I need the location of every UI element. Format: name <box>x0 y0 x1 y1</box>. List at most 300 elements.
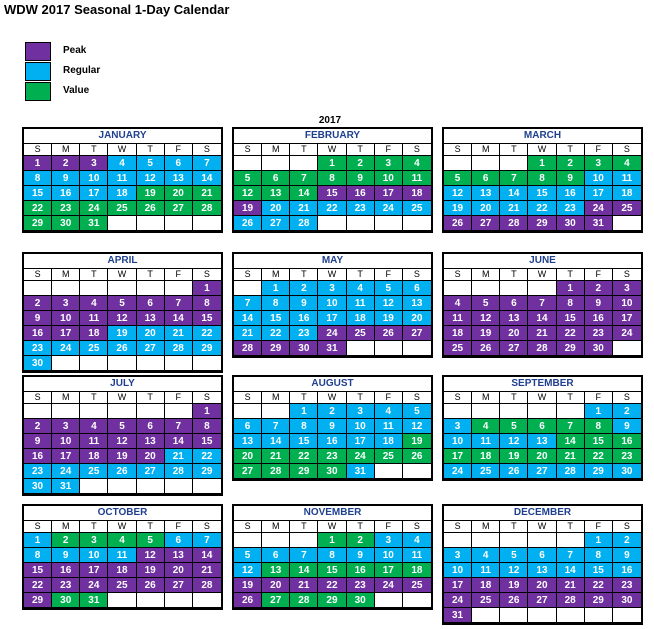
day-cell: 21 <box>290 201 318 216</box>
day-cell: 13 <box>137 311 165 326</box>
empty-cell <box>24 281 52 296</box>
day-cell: 11 <box>613 171 641 186</box>
day-cell: 22 <box>262 326 290 341</box>
day-cell: 31 <box>347 464 375 479</box>
day-cell: 30 <box>613 593 641 608</box>
day-cell: 1 <box>318 156 346 171</box>
day-cell: 10 <box>585 171 613 186</box>
month-name: MAY <box>234 254 431 269</box>
day-cell: 1 <box>557 281 585 296</box>
empty-cell <box>80 356 108 371</box>
day-cell: 14 <box>557 563 585 578</box>
weekday-label: W <box>318 521 346 533</box>
day-cell: 11 <box>80 434 108 449</box>
day-cell: 12 <box>137 171 165 186</box>
day-cell: 25 <box>375 449 403 464</box>
day-cell: 7 <box>165 419 193 434</box>
day-cell: 7 <box>165 296 193 311</box>
empty-cell <box>500 404 528 419</box>
empty-cell <box>403 593 431 608</box>
empty-cell <box>528 533 556 548</box>
day-cell: 6 <box>165 533 193 548</box>
day-cell: 20 <box>528 449 556 464</box>
weekday-label: F <box>165 144 193 156</box>
day-cell: 21 <box>262 449 290 464</box>
day-cell: 27 <box>137 464 165 479</box>
weekday-label: M <box>52 269 80 281</box>
day-cell: 25 <box>613 201 641 216</box>
empty-cell <box>108 356 136 371</box>
day-cell: 5 <box>375 281 403 296</box>
day-cell: 28 <box>290 593 318 608</box>
empty-cell <box>108 281 136 296</box>
day-cell: 20 <box>137 326 165 341</box>
day-cell: 8 <box>318 171 346 186</box>
day-cell: 12 <box>403 419 431 434</box>
day-cell: 27 <box>403 326 431 341</box>
month-name: DECEMBER <box>444 506 641 521</box>
weekday-label: S <box>24 521 52 533</box>
day-cell: 15 <box>318 563 346 578</box>
month-grid <box>444 392 641 479</box>
day-cell: 18 <box>613 186 641 201</box>
day-cell: 11 <box>375 419 403 434</box>
day-cell: 10 <box>375 548 403 563</box>
empty-cell <box>108 593 136 608</box>
weekday-label: T <box>137 392 165 404</box>
day-cell: 23 <box>52 201 80 216</box>
day-cell: 16 <box>290 311 318 326</box>
day-cell: 24 <box>347 449 375 464</box>
month-grid <box>234 521 431 608</box>
day-cell: 6 <box>500 296 528 311</box>
empty-cell <box>585 608 613 623</box>
weekday-label: S <box>403 521 431 533</box>
day-cell: 16 <box>585 311 613 326</box>
day-cell: 11 <box>403 548 431 563</box>
day-cell: 9 <box>613 419 641 434</box>
day-cell: 1 <box>585 533 613 548</box>
weekday-label: M <box>262 392 290 404</box>
weekday-label: M <box>472 144 500 156</box>
empty-cell <box>472 533 500 548</box>
day-cell: 21 <box>528 326 556 341</box>
weekday-label: F <box>375 521 403 533</box>
month-january <box>22 127 223 233</box>
weekday-label: S <box>193 392 221 404</box>
day-cell: 6 <box>165 156 193 171</box>
day-cell: 5 <box>137 533 165 548</box>
day-cell: 5 <box>444 171 472 186</box>
empty-cell <box>165 593 193 608</box>
day-cell: 17 <box>52 449 80 464</box>
day-cell: 20 <box>165 563 193 578</box>
month-october <box>22 504 223 610</box>
weekday-label: F <box>585 269 613 281</box>
weekday-label: F <box>165 392 193 404</box>
empty-cell <box>472 281 500 296</box>
day-cell: 27 <box>165 578 193 593</box>
day-cell: 16 <box>613 434 641 449</box>
day-cell: 4 <box>472 419 500 434</box>
empty-cell <box>137 281 165 296</box>
day-cell: 12 <box>108 434 136 449</box>
day-cell: 3 <box>585 156 613 171</box>
day-cell: 14 <box>193 171 221 186</box>
day-cell: 10 <box>444 434 472 449</box>
day-cell: 1 <box>24 156 52 171</box>
day-cell: 9 <box>613 548 641 563</box>
day-cell: 19 <box>108 326 136 341</box>
day-cell: 15 <box>557 311 585 326</box>
weekday-label: F <box>165 521 193 533</box>
day-cell: 18 <box>472 449 500 464</box>
day-cell: 26 <box>108 341 136 356</box>
day-cell: 6 <box>262 171 290 186</box>
day-cell: 8 <box>262 296 290 311</box>
day-cell: 23 <box>613 578 641 593</box>
empty-cell <box>137 216 165 231</box>
empty-cell <box>234 404 262 419</box>
day-cell: 11 <box>472 563 500 578</box>
day-cell: 30 <box>613 464 641 479</box>
empty-cell <box>108 216 136 231</box>
day-cell: 25 <box>80 464 108 479</box>
day-cell: 28 <box>557 464 585 479</box>
weekday-label: S <box>234 144 262 156</box>
day-cell: 24 <box>318 326 346 341</box>
day-cell: 9 <box>318 419 346 434</box>
day-cell: 29 <box>24 216 52 231</box>
day-cell: 25 <box>444 341 472 356</box>
day-cell: 22 <box>193 326 221 341</box>
day-cell: 31 <box>52 479 80 494</box>
day-cell: 25 <box>403 578 431 593</box>
day-cell: 15 <box>24 563 52 578</box>
day-cell: 16 <box>24 326 52 341</box>
month-august <box>232 375 433 481</box>
day-cell: 23 <box>585 326 613 341</box>
empty-cell <box>557 608 585 623</box>
day-cell: 29 <box>585 464 613 479</box>
weekday-label: T <box>290 521 318 533</box>
day-cell: 23 <box>557 201 585 216</box>
day-cell: 12 <box>500 434 528 449</box>
weekday-label: S <box>24 392 52 404</box>
day-cell: 14 <box>165 434 193 449</box>
day-cell: 3 <box>80 156 108 171</box>
empty-cell <box>500 608 528 623</box>
day-cell: 23 <box>613 449 641 464</box>
day-cell: 11 <box>444 311 472 326</box>
day-cell: 8 <box>193 419 221 434</box>
day-cell: 3 <box>444 548 472 563</box>
day-cell: 16 <box>318 434 346 449</box>
day-cell: 12 <box>500 563 528 578</box>
weekday-label: T <box>290 269 318 281</box>
day-cell: 24 <box>375 578 403 593</box>
day-cell: 25 <box>472 464 500 479</box>
day-cell: 13 <box>165 548 193 563</box>
day-cell: 10 <box>347 419 375 434</box>
day-cell: 20 <box>137 449 165 464</box>
weekday-label: S <box>613 144 641 156</box>
empty-cell <box>318 216 346 231</box>
day-cell: 26 <box>500 464 528 479</box>
day-cell: 5 <box>108 296 136 311</box>
day-cell: 23 <box>347 578 375 593</box>
day-cell: 12 <box>375 296 403 311</box>
empty-cell <box>347 341 375 356</box>
day-cell: 25 <box>108 578 136 593</box>
weekday-label: S <box>24 144 52 156</box>
weekday-label: S <box>444 521 472 533</box>
day-cell: 22 <box>528 201 556 216</box>
weekday-label: T <box>80 521 108 533</box>
day-cell: 4 <box>444 296 472 311</box>
day-cell: 10 <box>613 296 641 311</box>
day-cell: 5 <box>472 296 500 311</box>
day-cell: 4 <box>403 156 431 171</box>
day-cell: 28 <box>165 464 193 479</box>
day-cell: 6 <box>137 419 165 434</box>
weekday-label: T <box>500 269 528 281</box>
empty-cell <box>193 593 221 608</box>
day-cell: 12 <box>137 548 165 563</box>
day-cell: 3 <box>318 281 346 296</box>
weekday-label: T <box>80 269 108 281</box>
day-cell: 10 <box>444 563 472 578</box>
empty-cell <box>234 533 262 548</box>
day-cell: 19 <box>108 449 136 464</box>
empty-cell <box>613 216 641 231</box>
day-cell: 8 <box>585 419 613 434</box>
day-cell: 11 <box>472 434 500 449</box>
day-cell: 23 <box>52 578 80 593</box>
weekday-label: S <box>444 269 472 281</box>
day-cell: 4 <box>80 296 108 311</box>
weekday-label: S <box>403 144 431 156</box>
legend-item-peak <box>25 42 165 61</box>
day-cell: 9 <box>347 548 375 563</box>
day-cell: 14 <box>290 186 318 201</box>
day-cell: 27 <box>500 341 528 356</box>
day-cell: 8 <box>290 419 318 434</box>
day-cell: 2 <box>557 156 585 171</box>
weekday-label: T <box>137 269 165 281</box>
empty-cell <box>108 404 136 419</box>
weekday-label: M <box>472 521 500 533</box>
day-cell: 22 <box>193 449 221 464</box>
day-cell: 1 <box>193 281 221 296</box>
day-cell: 24 <box>444 593 472 608</box>
empty-cell <box>472 608 500 623</box>
month-november <box>232 504 433 610</box>
weekday-label: W <box>528 392 556 404</box>
day-cell: 11 <box>403 171 431 186</box>
day-cell: 28 <box>234 341 262 356</box>
day-cell: 16 <box>347 186 375 201</box>
weekday-label: M <box>262 269 290 281</box>
day-cell: 3 <box>444 419 472 434</box>
day-cell: 15 <box>585 434 613 449</box>
weekday-label: S <box>234 392 262 404</box>
empty-cell <box>193 479 221 494</box>
day-cell: 10 <box>375 171 403 186</box>
weekday-label: T <box>290 144 318 156</box>
day-cell: 25 <box>403 201 431 216</box>
day-cell: 2 <box>24 296 52 311</box>
day-cell: 9 <box>24 311 52 326</box>
day-cell: 6 <box>234 419 262 434</box>
day-cell: 31 <box>318 341 346 356</box>
empty-cell <box>375 341 403 356</box>
day-cell: 30 <box>24 479 52 494</box>
day-cell: 6 <box>528 419 556 434</box>
day-cell: 3 <box>52 296 80 311</box>
day-cell: 20 <box>165 186 193 201</box>
day-cell: 18 <box>108 563 136 578</box>
day-cell: 23 <box>347 201 375 216</box>
weekday-label: W <box>108 392 136 404</box>
day-cell: 21 <box>557 449 585 464</box>
empty-cell <box>165 479 193 494</box>
day-cell: 2 <box>613 533 641 548</box>
day-cell: 1 <box>24 533 52 548</box>
weekday-label: T <box>500 521 528 533</box>
day-cell: 31 <box>585 216 613 231</box>
day-cell: 22 <box>318 578 346 593</box>
day-cell: 14 <box>528 311 556 326</box>
page-title: WDW 2017 Seasonal 1-Day Calendar <box>4 2 230 17</box>
day-cell: 14 <box>290 563 318 578</box>
weekday-label: T <box>347 269 375 281</box>
day-cell: 11 <box>108 548 136 563</box>
weekday-label: W <box>108 521 136 533</box>
day-cell: 4 <box>347 281 375 296</box>
day-cell: 18 <box>80 449 108 464</box>
weekday-label: M <box>52 521 80 533</box>
day-cell: 10 <box>80 171 108 186</box>
day-cell: 18 <box>403 186 431 201</box>
day-cell: 24 <box>375 201 403 216</box>
day-cell: 26 <box>444 216 472 231</box>
day-cell: 24 <box>52 341 80 356</box>
day-cell: 27 <box>262 216 290 231</box>
day-cell: 24 <box>80 201 108 216</box>
day-cell: 15 <box>290 434 318 449</box>
empty-cell <box>80 479 108 494</box>
empty-cell <box>444 404 472 419</box>
weekday-label: T <box>557 269 585 281</box>
day-cell: 20 <box>262 201 290 216</box>
weekday-label: W <box>318 144 346 156</box>
month-grid <box>444 269 641 356</box>
weekday-label: F <box>165 269 193 281</box>
day-cell: 17 <box>80 563 108 578</box>
day-cell: 17 <box>585 186 613 201</box>
empty-cell <box>472 156 500 171</box>
day-cell: 7 <box>557 548 585 563</box>
day-cell: 6 <box>528 548 556 563</box>
day-cell: 31 <box>80 216 108 231</box>
weekday-label: T <box>347 521 375 533</box>
day-cell: 29 <box>557 341 585 356</box>
month-grid <box>234 269 431 356</box>
day-cell: 14 <box>500 186 528 201</box>
day-cell: 22 <box>24 201 52 216</box>
day-cell: 9 <box>585 296 613 311</box>
day-cell: 17 <box>375 186 403 201</box>
weekday-label: F <box>375 392 403 404</box>
day-cell: 25 <box>108 201 136 216</box>
day-cell: 17 <box>347 434 375 449</box>
day-cell: 23 <box>318 449 346 464</box>
day-cell: 18 <box>108 186 136 201</box>
weekday-label: S <box>24 269 52 281</box>
weekday-label: M <box>52 392 80 404</box>
empty-cell <box>528 404 556 419</box>
empty-cell <box>137 356 165 371</box>
day-cell: 21 <box>165 326 193 341</box>
day-cell: 19 <box>234 201 262 216</box>
day-cell: 3 <box>613 281 641 296</box>
day-cell: 18 <box>80 326 108 341</box>
day-cell: 26 <box>137 578 165 593</box>
day-cell: 16 <box>24 449 52 464</box>
empty-cell <box>165 404 193 419</box>
day-cell: 29 <box>585 593 613 608</box>
weekday-label: S <box>613 521 641 533</box>
day-cell: 3 <box>80 533 108 548</box>
empty-cell <box>347 216 375 231</box>
day-cell: 9 <box>557 171 585 186</box>
day-cell: 27 <box>165 201 193 216</box>
empty-cell <box>165 281 193 296</box>
day-cell: 8 <box>585 548 613 563</box>
empty-cell <box>444 281 472 296</box>
day-cell: 4 <box>108 156 136 171</box>
day-cell: 20 <box>262 578 290 593</box>
empty-cell <box>234 281 262 296</box>
weekday-label: M <box>262 521 290 533</box>
day-cell: 6 <box>262 548 290 563</box>
empty-cell <box>472 404 500 419</box>
day-cell: 6 <box>137 296 165 311</box>
weekday-label: M <box>472 392 500 404</box>
empty-cell <box>613 341 641 356</box>
day-cell: 10 <box>80 548 108 563</box>
empty-cell <box>262 156 290 171</box>
month-grid <box>234 144 431 231</box>
day-cell: 1 <box>193 404 221 419</box>
empty-cell <box>137 593 165 608</box>
day-cell: 8 <box>528 171 556 186</box>
day-cell: 28 <box>193 201 221 216</box>
day-cell: 22 <box>585 449 613 464</box>
day-cell: 26 <box>137 201 165 216</box>
day-cell: 3 <box>375 533 403 548</box>
weekday-label: T <box>137 144 165 156</box>
day-cell: 2 <box>24 419 52 434</box>
day-cell: 5 <box>234 171 262 186</box>
day-cell: 8 <box>318 548 346 563</box>
day-cell: 3 <box>52 419 80 434</box>
legend-label: Regular <box>63 65 101 76</box>
day-cell: 28 <box>500 216 528 231</box>
empty-cell <box>137 404 165 419</box>
day-cell: 14 <box>193 548 221 563</box>
